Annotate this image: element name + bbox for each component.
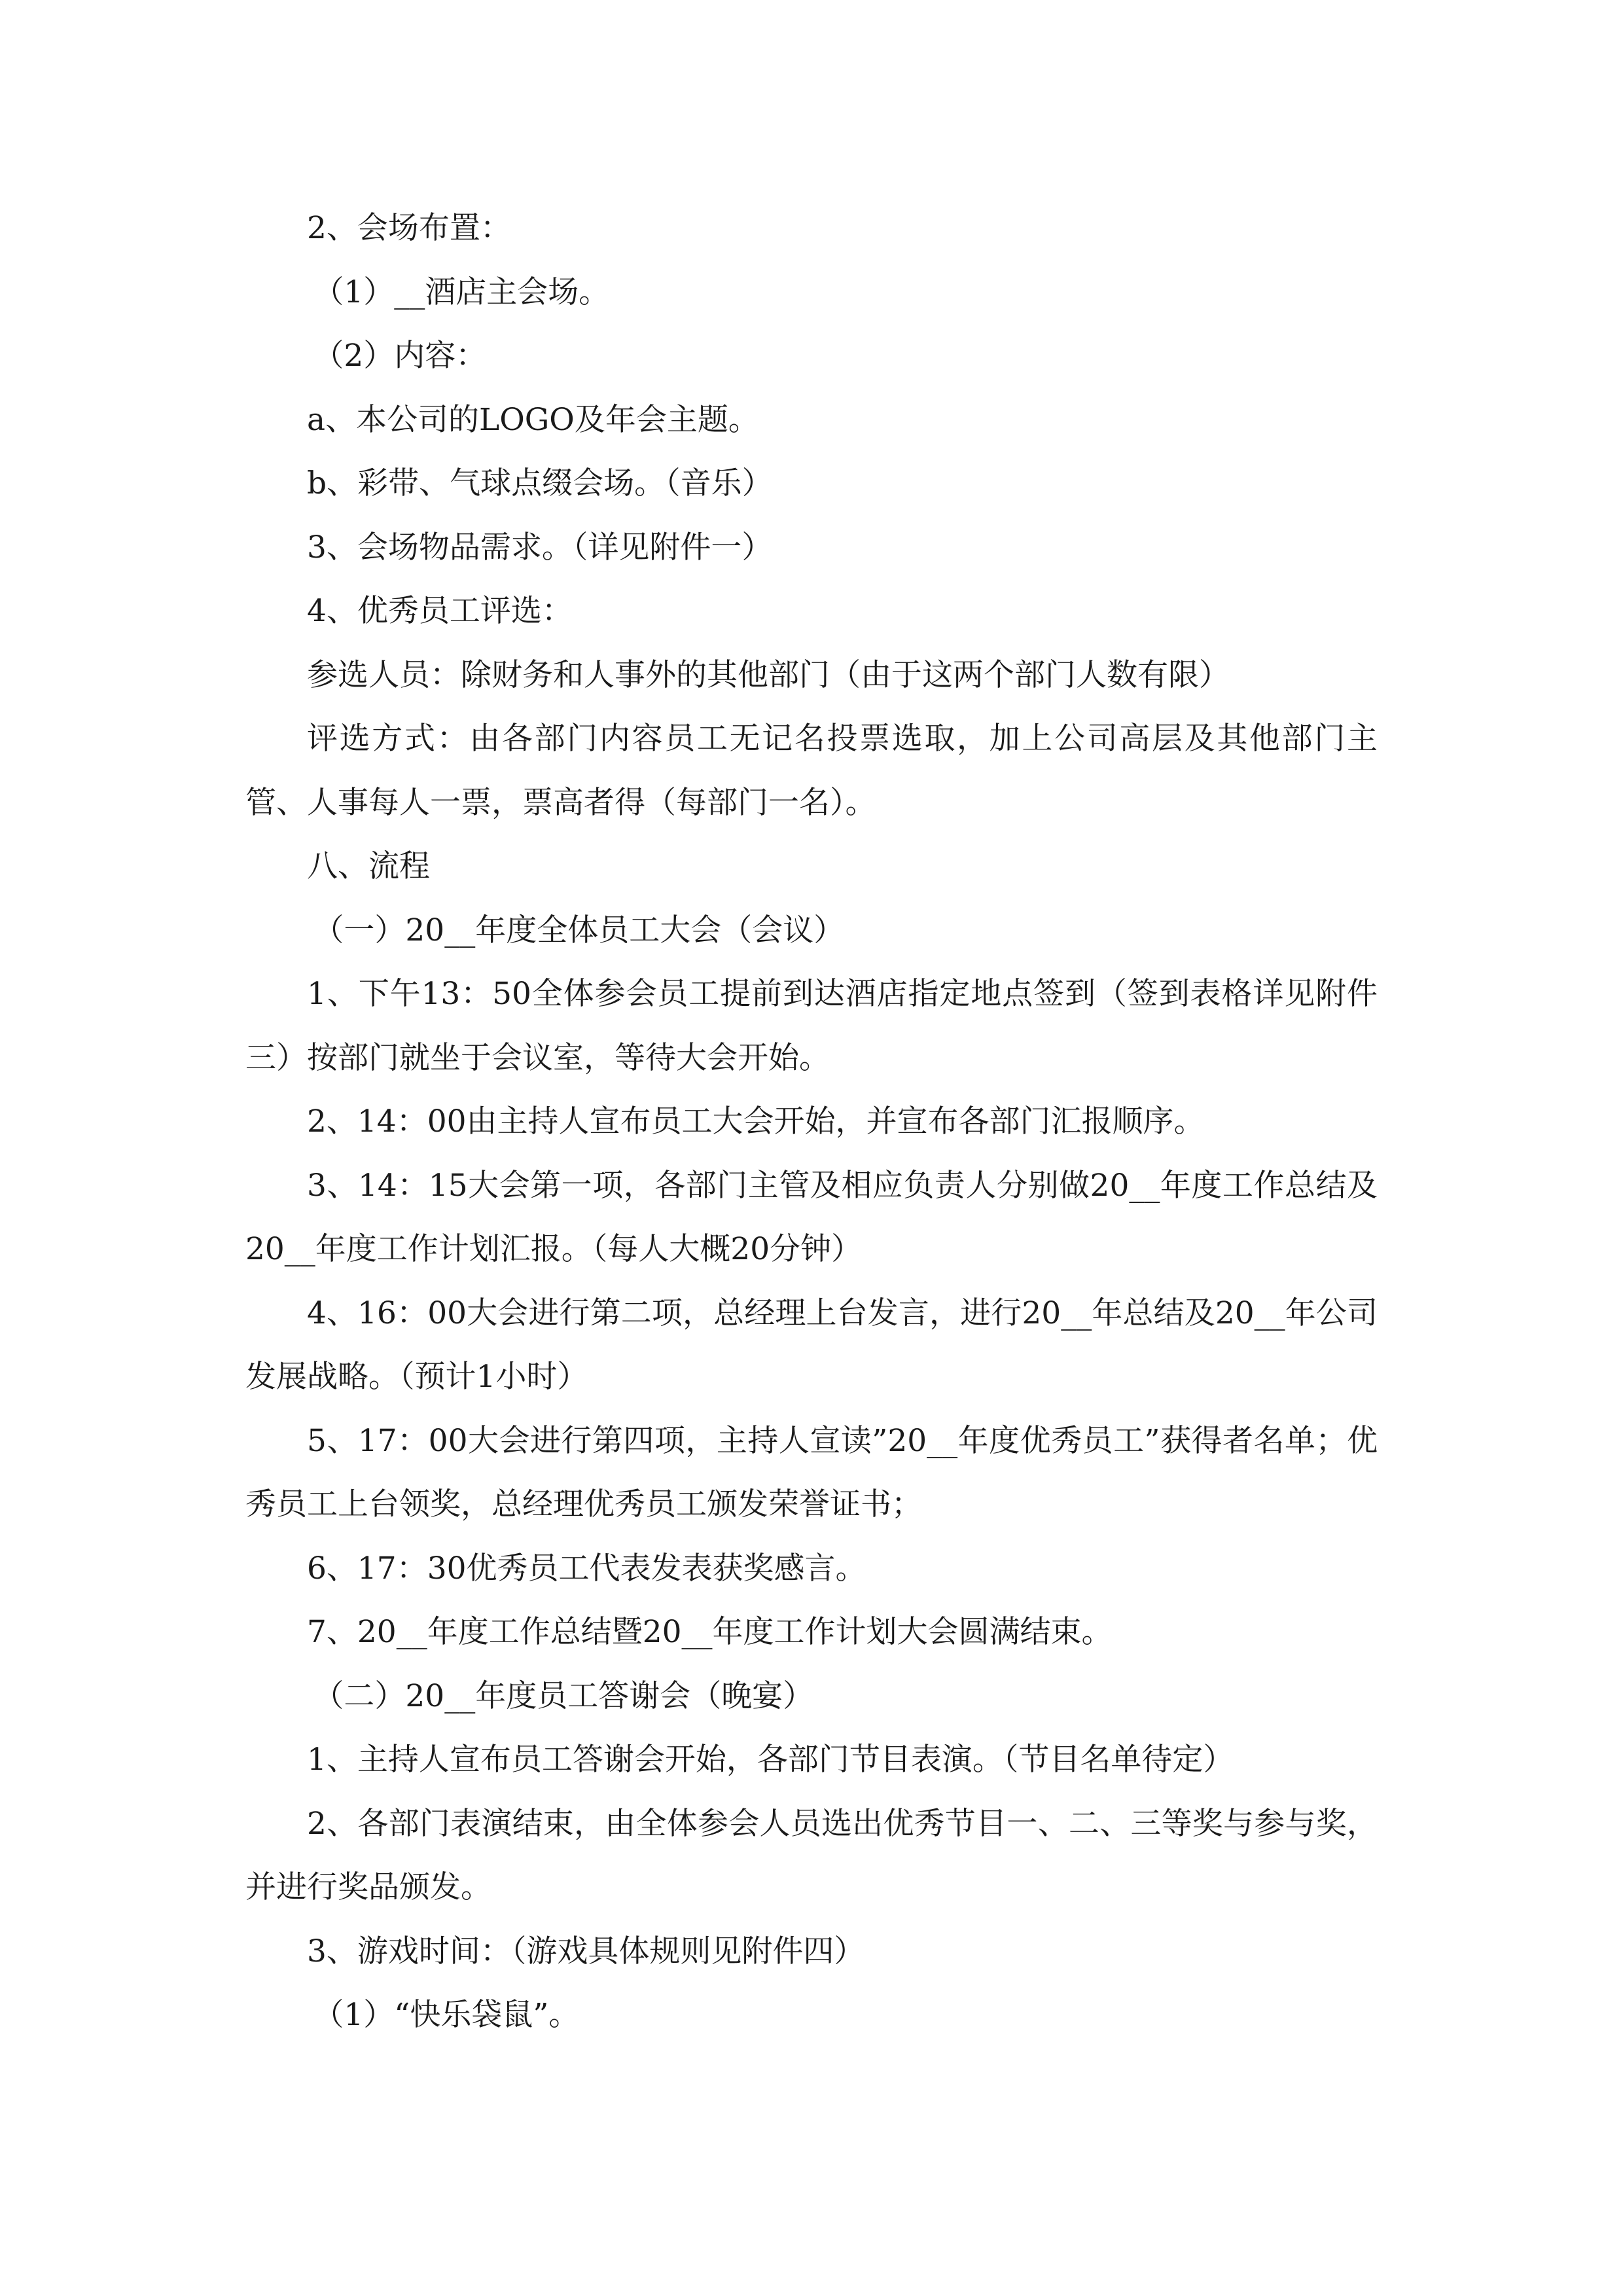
paragraph-candidates: 参选人员：除财务和人事外的其他部门（由于这两个部门人数有限） [307, 656, 1230, 693]
paragraph-decoration: b、彩带、气球点缀会场。（音乐） [307, 465, 773, 501]
subsection-heading-general-meeting: （一）20__年度全体员工大会（会议） [313, 912, 845, 948]
paragraph-meeting-step-4: 4、16：00大会进行第二项，总经理上台发言，进行20__年总结及20__年公司发展战略。（预计1小时） [245, 1295, 1378, 1395]
paragraph-logo-theme: a、本公司的LOGO及年会主题。 [307, 401, 759, 438]
paragraph-selection-method: 评选方式：由各部门内容员工无记名投票选取，加上公司高层及其他部门主管、人事每人一票，票高者得（每部门一名）。 [245, 721, 1378, 821]
document-body [245, 196, 1378, 2047]
paragraph-meeting-step-1: 1、下午13：50全体参会员工提前到达酒店指定地点签到（签到表格详见附件三）按部门就坐于会议室，等待大会开始。 [245, 976, 1378, 1076]
paragraph-meeting-step-3: 3、14：15大会第一项，各部门主管及相应负责人分别做20__年度工作总结及20__年度工作计划汇报。（每人大概20分钟） [245, 1167, 1378, 1267]
paragraph-meeting-step-6: 6、17：30优秀员工代表发表获奖感言。 [307, 1550, 866, 1587]
paragraph-game-1: （1）“快乐袋鼠”。 [313, 1997, 580, 2033]
paragraph-venue-supplies: 3、会场物品需求。（详见附件一） [307, 529, 773, 565]
paragraph-banquet-step-3: 3、游戏时间：（游戏具体规则见附件四） [307, 1933, 865, 1969]
paragraph-content-heading: （2）内容： [313, 338, 487, 374]
paragraph-meeting-step-2: 2、14：00由主持人宣布员工大会开始，并宣布各部门汇报顺序。 [307, 1103, 1205, 1139]
subsection-heading-banquet: （二）20__年度员工答谢会（晚宴） [313, 1677, 814, 1714]
paragraph-banquet-step-1: 1、主持人宣布员工答谢会开始，各部门节目表演。（节目名单待定） [307, 1742, 1234, 1778]
section-heading-process: 八、流程 [307, 848, 430, 884]
paragraph-meeting-step-7: 7、20__年度工作总结暨20__年度工作计划大会圆满结束。 [307, 1614, 1113, 1650]
paragraph-employee-selection: 4、优秀员工评选： [307, 593, 573, 629]
paragraph-main-venue: （1）__酒店主会场。 [313, 274, 610, 310]
paragraph-meeting-step-5: 5、17：00大会进行第四项，主持人宣读”20__年度优秀员工”获得者名单；优秀员工上台领奖，总经理优秀员工颁发荣誉证书； [245, 1422, 1378, 1522]
paragraph-venue-setup: 2、会场布置： [307, 210, 511, 246]
paragraph-banquet-step-2: 2、各部门表演结束，由全体参会人员选出优秀节目一、二、三等奖与参与奖，并进行奖品颁发。 [245, 1805, 1378, 1905]
